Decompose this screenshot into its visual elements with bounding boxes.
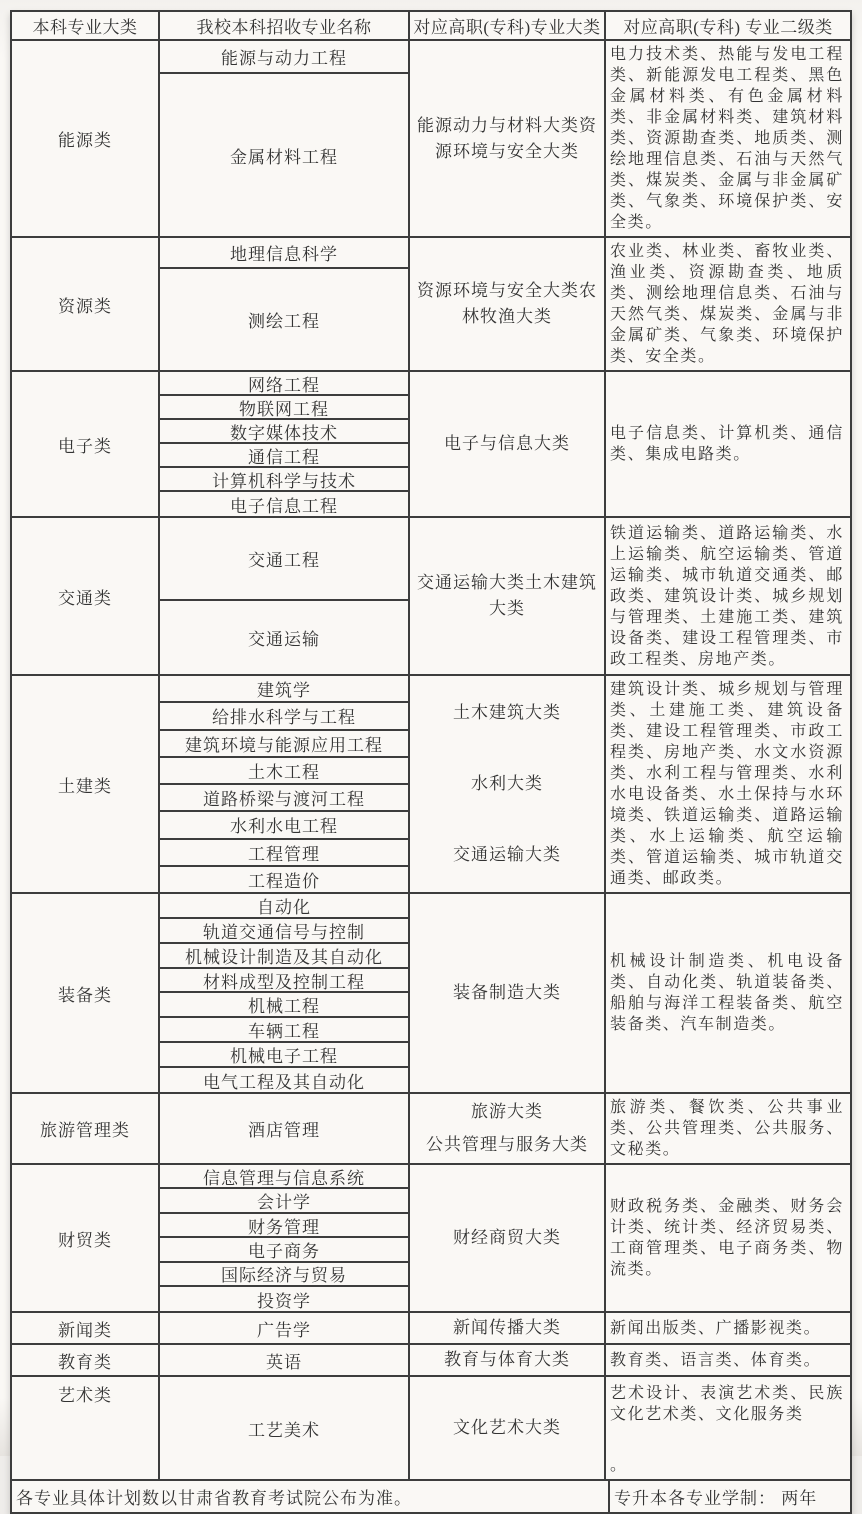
footer-note-cell: [12, 1481, 608, 1512]
major-cell: 电子商务: [160, 1238, 408, 1262]
major-cell: 道路桥梁与渡河工程: [160, 785, 408, 812]
category-cell: 电子类: [58, 436, 112, 456]
secondary-categories-text: 教育类、语言类、体育类。: [610, 1351, 822, 1369]
category-cell: 土建类: [58, 776, 112, 796]
majors-cell: [158, 1345, 408, 1375]
secondary-categories-text: 。: [610, 1457, 628, 1474]
secondary-categories-cell: [604, 1377, 850, 1479]
college-category-cell: [408, 1313, 604, 1343]
major-cell: 网络工程: [160, 372, 408, 396]
header-cell: 我校本科招收专业名称: [158, 12, 408, 39]
header-cell: 本科专业大类: [32, 18, 138, 37]
college-category-cell: [408, 1165, 604, 1311]
major-cell: 地理信息科学: [160, 238, 408, 269]
major-cell: 水利水电工程: [160, 812, 408, 839]
majors-cell: [158, 676, 408, 892]
majors-cell: [158, 894, 408, 1092]
category-cell: 能源类: [58, 131, 112, 150]
footer-duration-cell: [608, 1481, 850, 1512]
college-category: 新闻传播大类: [453, 1318, 561, 1337]
secondary-categories-cell: [604, 1094, 850, 1163]
footer-note: 各专业具体计划数以甘肃省教育考试院公布为准。: [16, 1489, 412, 1508]
secondary-categories-text: 旅游类、餐饮类、公共事业类、公共管理类、公共服务、文秘类。: [610, 1099, 844, 1158]
category-cell: 装备类: [58, 985, 112, 1005]
category-cell: 财贸类: [58, 1230, 112, 1250]
college-category-cell: [408, 518, 604, 674]
major-cell: 英语: [266, 1352, 302, 1372]
category-cell: 资源类: [58, 296, 112, 316]
secondary-categories-cell: [604, 894, 850, 1092]
major-cell: 土木工程: [160, 758, 408, 785]
major-cell: 电子信息工程: [230, 496, 338, 516]
table-row: [12, 1165, 850, 1313]
major-cell: 通信工程: [160, 444, 408, 468]
table-row: [12, 1377, 850, 1481]
secondary-categories-cell: [604, 238, 850, 370]
secondary-categories-text: 铁道运输类、道路运输类、水上运输类、航空运输类、管道运输类、城市轨道交通类、邮政类、建筑设计类、城乡规划与管理类、土建施工类、建筑设备类、建设工程管理类、市政工程类、房地产类。: [610, 524, 844, 668]
secondary-categories-text: 财政税务类、金融类、财务会计类、统计类、经济贸易类、工商管理类、电子商务类、物流类。: [610, 1198, 844, 1278]
category-cell: 教育类: [58, 1352, 112, 1372]
major-cell: 物联网工程: [160, 396, 408, 420]
table-row: [12, 518, 850, 676]
major-cell: 材料成型及控制工程: [160, 969, 408, 994]
major-cell: 轨道交通信号与控制: [160, 919, 408, 944]
major-cell: 金属材料工程: [230, 147, 338, 167]
major-cell: 自动化: [160, 894, 408, 919]
college-category: 能源动力与材料大类资源环境与安全大类: [417, 115, 597, 161]
major-cell: 计算机科学与技术: [160, 468, 408, 492]
college-category-cell: [408, 41, 604, 236]
secondary-categories-cell: [604, 1345, 850, 1375]
majors-cell: [158, 1094, 408, 1163]
secondary-categories-text: 机械设计制造类、机电设备类、自动化类、轨道装备类、船舶与海洋工程装备类、航空装备类、汽车制造类。: [610, 953, 844, 1033]
secondary-categories-cell: [604, 1313, 850, 1343]
college-category-cell: [408, 1345, 604, 1375]
table-row: [12, 676, 850, 894]
major-cell: 建筑环境与能源应用工程: [160, 731, 408, 758]
major-cell: 会计学: [160, 1189, 408, 1213]
secondary-categories-text: 艺术设计、表演艺术类、民族文化艺术类、文化服务类: [610, 1385, 844, 1423]
college-category-cell: [408, 372, 604, 516]
secondary-categories-cell: [604, 372, 850, 516]
majors-table: [10, 10, 852, 1514]
majors-cell: [158, 1165, 408, 1311]
major-cell: 工程造价: [248, 871, 320, 891]
secondary-categories-text: 电子信息类、计算机类、通信类、集成电路类。: [610, 425, 844, 463]
major-cell: 给排水科学与工程: [160, 703, 408, 730]
table-row: [12, 238, 850, 372]
major-cell: 机械电子工程: [160, 1043, 408, 1068]
college-category: 水利大类: [471, 773, 543, 793]
category-cell: 旅游管理类: [40, 1121, 130, 1140]
college-category: 财经商贸大类: [453, 1228, 561, 1247]
secondary-categories-text: 电力技术类、热能与发电工程类、新能源发电工程类、黑色金属材料类、有色金属材料类、非金属材料类、建筑材料类、资源勘查类、地质类、测绘地理信息类、石油与天然气类、煤炭类、金属与非金属矿类、气象类、环境保护类、安全类。: [610, 46, 844, 231]
table-row: [12, 1345, 850, 1377]
major-cell: 投资学: [257, 1291, 311, 1311]
major-cell: 交通工程: [160, 518, 408, 601]
footer-duration: 专升本各专业学制： 两年: [614, 1489, 818, 1508]
college-category: 交通运输大类土木建筑大类: [417, 573, 597, 618]
college-category: 教育与体育大类: [444, 1350, 570, 1369]
college-category: 旅游大类: [471, 1102, 543, 1122]
major-cell: 财务管理: [160, 1214, 408, 1238]
secondary-categories-cell: [604, 676, 850, 892]
major-cell: 信息管理与信息系统: [160, 1165, 408, 1189]
majors-cell: [158, 41, 408, 236]
major-cell: 国际经济与贸易: [160, 1263, 408, 1287]
major-cell: 广告学: [257, 1320, 311, 1340]
majors-cell: [158, 372, 408, 516]
college-category: 公共管理与服务大类: [426, 1134, 588, 1154]
table-row: [12, 1094, 850, 1165]
secondary-categories-cell: [604, 518, 850, 674]
secondary-categories-text: 新闻出版类、广播影视类。: [610, 1319, 822, 1337]
table-row: [12, 894, 850, 1094]
category-cell: 交通类: [58, 588, 112, 608]
secondary-categories-cell: [604, 1165, 850, 1311]
table-row: [12, 41, 850, 238]
majors-cell: [158, 1377, 408, 1479]
college-category-cell: [408, 676, 604, 892]
major-cell: 酒店管理: [248, 1121, 320, 1140]
secondary-categories-cell: [604, 41, 850, 236]
secondary-categories-text: 农业类、林业类、畜牧业类、渔业类、资源勘查类、地质类、测绘地理信息类、石油与天然气类、煤炭类、金属与非金属矿类、气象类、环境保护类、安全类。: [610, 243, 844, 365]
majors-cell: [158, 518, 408, 674]
major-cell: 工艺美术: [248, 1420, 320, 1440]
college-category: 土木建筑大类: [453, 703, 561, 723]
major-cell: 建筑学: [160, 676, 408, 703]
header-cell: 对应高职(专科) 专业二级类: [604, 12, 850, 39]
college-category-cell: [408, 1094, 604, 1163]
table-header-row: [12, 12, 850, 41]
major-cell: 机械工程: [160, 993, 408, 1018]
table-footer-row: [12, 1481, 850, 1512]
college-category-cell: [408, 238, 604, 370]
major-cell: 能源与动力工程: [160, 41, 408, 74]
major-cell: 交通运输: [248, 629, 320, 649]
category-cell: 艺术类: [58, 1386, 112, 1405]
college-category-cell: [408, 1377, 604, 1479]
college-category: 装备制造大类: [453, 983, 561, 1002]
college-category: 资源环境与安全大类农林牧渔大类: [417, 281, 597, 326]
major-cell: 工程管理: [160, 840, 408, 867]
secondary-categories-text: 建筑设计类、城乡规划与管理类、土建施工类、建筑设备类、建设工程管理类、市政工程类、房地产类、水文水资源类、水利工程与管理类、水利水电设备类、水土保持与水环境类、铁道运输类、道路运输类、水上运输类、航空运输类、管道运输类、城市轨道交通类、邮政类。: [610, 681, 844, 887]
table-row: [12, 1313, 850, 1345]
major-cell: 数字媒体技术: [160, 420, 408, 444]
major-cell: 车辆工程: [160, 1018, 408, 1043]
majors-cell: [158, 1313, 408, 1343]
major-cell: 机械设计制造及其自动化: [160, 944, 408, 969]
major-cell: 测绘工程: [248, 311, 320, 331]
category-cell: 新闻类: [58, 1320, 112, 1340]
majors-cell: [158, 238, 408, 370]
major-cell: 电气工程及其自动化: [203, 1072, 365, 1092]
college-category-cell: [408, 894, 604, 1092]
college-category: 电子与信息大类: [444, 434, 570, 453]
majors-table-body: [12, 41, 850, 1481]
college-category: 交通运输大类: [453, 844, 561, 864]
college-category: 文化艺术大类: [453, 1418, 561, 1437]
table-row: [12, 372, 850, 518]
header-cell: 对应高职(专科)专业大类: [408, 12, 604, 39]
